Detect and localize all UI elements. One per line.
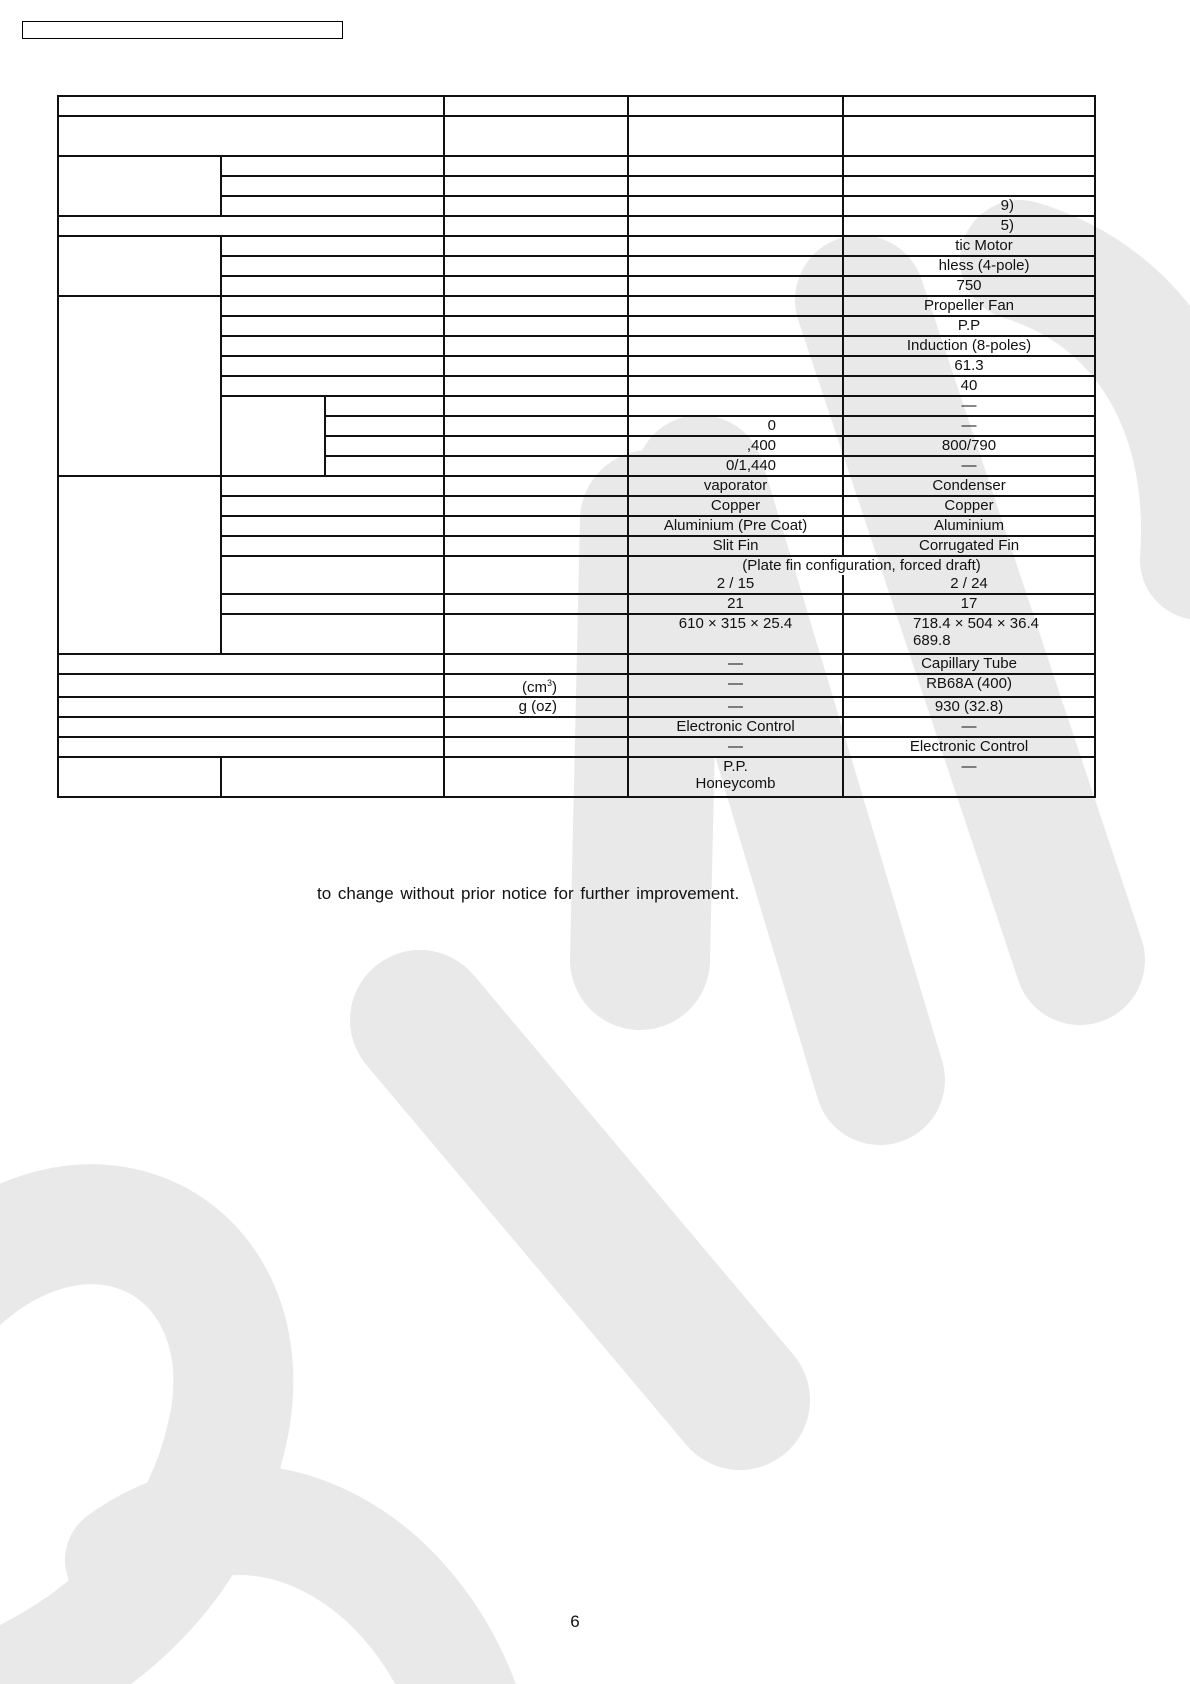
outdoor-cell	[843, 236, 1095, 256]
label-cell	[221, 476, 444, 496]
indoor-cell	[628, 276, 843, 296]
outdoor-cell	[843, 356, 1095, 376]
outdoor-value: 61.3	[954, 357, 984, 374]
indoor-cell	[628, 697, 843, 717]
outdoor-value: Corrugated Fin	[918, 537, 1020, 554]
indoor-cell	[628, 614, 843, 654]
outdoor-cell	[843, 276, 1095, 296]
outdoor-value: 40	[960, 377, 978, 394]
indoor-cell	[628, 176, 843, 196]
outdoor-value: Copper	[944, 497, 994, 514]
indoor-value: 2 / 15	[716, 575, 755, 592]
indoor-value: vaporator	[703, 477, 768, 494]
indoor-cell	[628, 376, 843, 396]
header-cell	[58, 96, 444, 116]
unit-cell	[444, 496, 628, 516]
indoor-value: Electronic Control	[676, 718, 795, 735]
specification-table	[57, 95, 1096, 798]
outdoor-cell	[843, 717, 1095, 737]
label-cell	[58, 697, 444, 717]
configuration-cell	[628, 556, 1095, 575]
outdoor-cell	[843, 256, 1095, 276]
indoor-cell	[628, 516, 843, 536]
unit-cell	[444, 236, 628, 256]
outdoor-value: RB68A (400)	[926, 675, 1012, 692]
unit-cell	[444, 176, 628, 196]
unit-cell	[444, 156, 628, 176]
unit-value: $(cm^3)$	[522, 678, 558, 696]
unit-cell	[444, 316, 628, 336]
label-cell	[58, 674, 444, 697]
label-cell	[221, 594, 444, 614]
outdoor-cell	[843, 336, 1095, 356]
indoor-value: —	[728, 655, 744, 672]
header-box	[22, 21, 343, 39]
outdoor-cell	[843, 575, 1095, 594]
outdoor-value: Capillary Tube	[921, 655, 1017, 672]
outdoor-value: —	[961, 457, 977, 474]
header-cell	[444, 96, 628, 116]
indoor-cell	[628, 757, 843, 797]
indoor-cell	[628, 396, 843, 416]
label-cell	[58, 216, 444, 236]
label-cell	[221, 316, 444, 336]
outdoor-value: Propeller Fan	[923, 297, 1015, 314]
outdoor-value: —	[961, 718, 977, 735]
outdoor-cell	[843, 156, 1095, 176]
label-cell	[221, 496, 444, 516]
outdoor-cell	[843, 216, 1095, 236]
indoor-cell	[628, 737, 843, 757]
outdoor-cell	[843, 456, 1095, 476]
label-cell	[221, 336, 444, 356]
group-label-cell	[58, 236, 221, 296]
outdoor-value: P.P	[957, 317, 981, 334]
unit-cell	[444, 757, 628, 797]
header-cell	[843, 116, 1095, 156]
indoor-value: Aluminium (Pre Coat)	[663, 517, 808, 534]
indoor-cell	[628, 236, 843, 256]
indoor-cell	[628, 416, 843, 436]
outdoor-value: hless (4-pole)	[938, 257, 1030, 274]
group-label-cell	[58, 156, 221, 216]
unit-cell	[444, 416, 628, 436]
unit-cell	[444, 296, 628, 316]
label-cell	[221, 376, 444, 396]
unit-cell	[444, 276, 628, 296]
outdoor-value: —	[961, 417, 977, 434]
indoor-value: P.P.	[723, 758, 748, 775]
unit-cell	[444, 737, 628, 757]
label-cell	[221, 556, 444, 594]
indoor-cell	[628, 654, 843, 674]
label-cell	[221, 256, 444, 276]
group-label-cell	[58, 476, 221, 654]
unit-cell	[444, 516, 628, 536]
unit-cell	[444, 336, 628, 356]
indoor-cell	[628, 436, 843, 456]
outdoor-cell	[843, 737, 1095, 757]
label-cell	[58, 654, 444, 674]
indoor-cell	[628, 536, 843, 556]
indoor-cell	[628, 356, 843, 376]
indoor-value: —	[728, 738, 744, 755]
outdoor-cell	[843, 436, 1095, 456]
outdoor-value: 17	[960, 595, 978, 612]
indoor-value: 610 × 315 × 25.4	[678, 615, 793, 632]
indoor-cell	[628, 674, 843, 697]
configuration-value: (Plate fin configuration, forced draft)	[742, 557, 981, 574]
outdoor-value: 718.4 × 504 × 36.4	[913, 615, 1039, 632]
outdoor-cell	[843, 614, 1095, 654]
indoor-cell	[628, 156, 843, 176]
label-cell	[325, 456, 444, 476]
label-cell	[221, 296, 444, 316]
indoor-cell	[628, 336, 843, 356]
page-number: 6	[570, 1612, 580, 1631]
label-cell	[221, 196, 444, 216]
outdoor-cell	[843, 536, 1095, 556]
indoor-value: Copper	[710, 497, 761, 514]
outdoor-value: Aluminium	[934, 517, 1005, 534]
outdoor-value: —	[961, 397, 977, 414]
header-cell	[444, 116, 628, 156]
indoor-value: 0/1,440	[725, 457, 777, 474]
unit-value: g (oz)	[518, 698, 558, 715]
outdoor-cell	[843, 176, 1095, 196]
indoor-value: Honeycomb	[695, 775, 776, 792]
unit-cell	[444, 536, 628, 556]
outdoor-value: 689.8	[913, 632, 951, 649]
outdoor-cell	[843, 496, 1095, 516]
outdoor-value: Induction (8-poles)	[906, 337, 1032, 354]
indoor-value: —	[728, 675, 744, 692]
unit-cell	[444, 697, 628, 717]
unit-cell	[444, 594, 628, 614]
unit-cell	[444, 556, 628, 594]
unit-cell	[444, 476, 628, 496]
outdoor-value: 9)	[1000, 197, 1015, 214]
indoor-cell	[628, 296, 843, 316]
outdoor-value: 2 / 24	[950, 575, 988, 592]
label-cell	[221, 536, 444, 556]
outdoor-cell	[843, 376, 1095, 396]
label-cell	[221, 614, 444, 654]
indoor-cell	[628, 456, 843, 476]
indoor-cell	[628, 575, 843, 594]
outdoor-cell	[843, 476, 1095, 496]
unit-cell	[444, 356, 628, 376]
outdoor-cell	[843, 416, 1095, 436]
outdoor-value: 800/790	[941, 437, 997, 454]
outdoor-cell	[843, 296, 1095, 316]
unit-cell	[444, 614, 628, 654]
indoor-cell	[628, 196, 843, 216]
outdoor-cell	[843, 396, 1095, 416]
label-cell	[221, 276, 444, 296]
outdoor-value: Condenser	[932, 477, 1006, 494]
label-cell	[221, 356, 444, 376]
sub-group-label-cell	[221, 396, 325, 476]
label-cell	[221, 757, 444, 797]
label-cell	[221, 516, 444, 536]
outdoor-value: Electronic Control	[909, 738, 1029, 755]
outdoor-value: 930 (32.8)	[934, 698, 1004, 715]
indoor-cell	[628, 316, 843, 336]
footnote: to change without prior notice for further improvement.	[317, 884, 740, 903]
indoor-value: Slit Fin	[712, 537, 759, 554]
indoor-cell	[628, 216, 843, 236]
indoor-value: 21	[727, 595, 744, 612]
indoor-cell	[628, 256, 843, 276]
label-cell	[325, 416, 444, 436]
indoor-cell	[628, 476, 843, 496]
label-cell	[221, 236, 444, 256]
unit-cell	[444, 674, 628, 697]
indoor-cell	[628, 496, 843, 516]
outdoor-cell	[843, 697, 1095, 717]
unit-cell	[444, 256, 628, 276]
group-label-cell	[58, 757, 221, 797]
unit-cell	[444, 216, 628, 236]
unit-cell	[444, 717, 628, 737]
label-cell	[221, 156, 444, 176]
label-cell	[325, 436, 444, 456]
label-cell	[58, 717, 444, 737]
group-label-cell	[58, 296, 221, 476]
label-cell	[325, 396, 444, 416]
unit-cell	[444, 436, 628, 456]
outdoor-value: —	[961, 758, 977, 775]
unit-cell	[444, 396, 628, 416]
label-cell	[221, 176, 444, 196]
outdoor-cell	[843, 674, 1095, 697]
outdoor-cell	[843, 594, 1095, 614]
label-cell	[58, 737, 444, 757]
indoor-cell	[628, 594, 843, 614]
indoor-cell	[628, 717, 843, 737]
indoor-value: —	[728, 698, 744, 715]
outdoor-cell	[843, 316, 1095, 336]
header-cell	[628, 96, 843, 116]
unit-cell	[444, 456, 628, 476]
outdoor-value: 750	[956, 277, 982, 294]
indoor-value: ,400	[746, 437, 777, 454]
unit-cell	[444, 376, 628, 396]
indoor-value: 0	[767, 417, 777, 434]
unit-cell	[444, 654, 628, 674]
unit-cell	[444, 196, 628, 216]
outdoor-value: 5)	[1000, 217, 1015, 234]
outdoor-value: tic Motor	[955, 237, 1013, 254]
header-cell	[628, 116, 843, 156]
outdoor-cell	[843, 654, 1095, 674]
outdoor-cell	[843, 196, 1095, 216]
header-cell	[58, 116, 444, 156]
outdoor-cell	[843, 757, 1095, 797]
header-cell	[843, 96, 1095, 116]
outdoor-cell	[843, 516, 1095, 536]
